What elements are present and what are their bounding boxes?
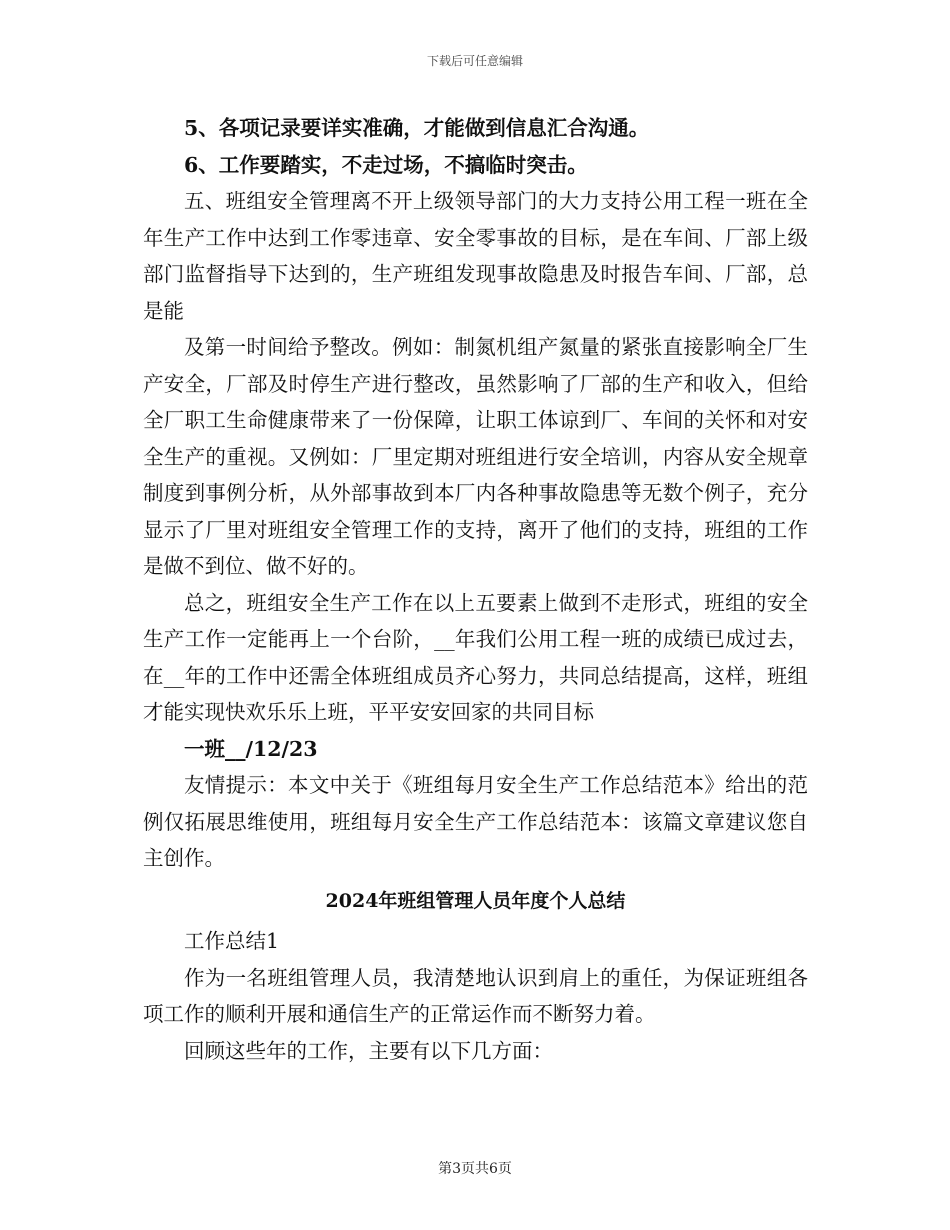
section-title: 2024年班组管理人员年度个人总结 [325, 889, 626, 912]
page-number: 第3页共6页 [438, 1161, 512, 1177]
review-paragraph: 回顾这些年的工作，主要有以下几方面： [184, 1038, 553, 1063]
paragraph-example: 及第一时间给予整改。例如：制氮机组产氮量的紧张直接影响全厂生产安全，厂部及时停生产进行整改，虽然影响了厂部的生产和收入，但给全厂职工生命健康带来了一份保障，让职工体谅到厂、车间的关怀和对安全生产的重视。又例如：厂里定期对班组进行安全培训，内容从安全规章制度到事例分析，从外部事故到本厂内各种事故隐患等无数个例子，充分显示了厂里对班组安全管理工作的支持，离开了他们的支持，班组的工作是做不到位、做不好的。 [143, 335, 808, 578]
intro-paragraph: 作为一名班组管理人员，我清楚地认识到肩上的重任，为保证班组各项工作的顺利开展和通信生产的正常运作而不断努力着。 [143, 965, 808, 1026]
signature-line: 一班__/12/23 [184, 736, 318, 761]
paragraph-section-five: 五、班组安全管理离不开上级领导部门的大力支持公用工程一班在全年生产工作中达到工作零违章、安全零事故的目标，是在车间、厂部上级部门监督指导下达到的，生产班组发现事故隐患及时报告车间、厂部，总是能 [143, 189, 808, 323]
list-item-6: 6、工作要踏实，不走过场，不搞临时突击。 [184, 152, 588, 177]
list-item-5: 5、各项记录要详实准确，才能做到信息汇合沟通。 [184, 116, 650, 140]
tip-paragraph: 友情提示：本文中关于《班组每月安全生产工作总结范本》给出的范例仅拓展思维使用，班组每月安全生产工作总结范本：该篇文章建议您自主创作。 [143, 773, 808, 870]
document-body [143, 110, 808, 1069]
summary-label: 工作总结1 [184, 929, 280, 953]
page-header-note: 下载后可任意编辑 [426, 54, 523, 68]
paragraph-conclusion: 总之，班组安全生产工作在以上五要素上做到不走形式，班组的安全生产工作一定能再上一个台阶，__年我们公用工程一班的成绩已成过去，在__年的工作中还需全体班组成员齐心努力，共同总结提高，这样，班组才能实现快欢乐乐上班，平平安安回家的共同目标 [143, 590, 808, 724]
